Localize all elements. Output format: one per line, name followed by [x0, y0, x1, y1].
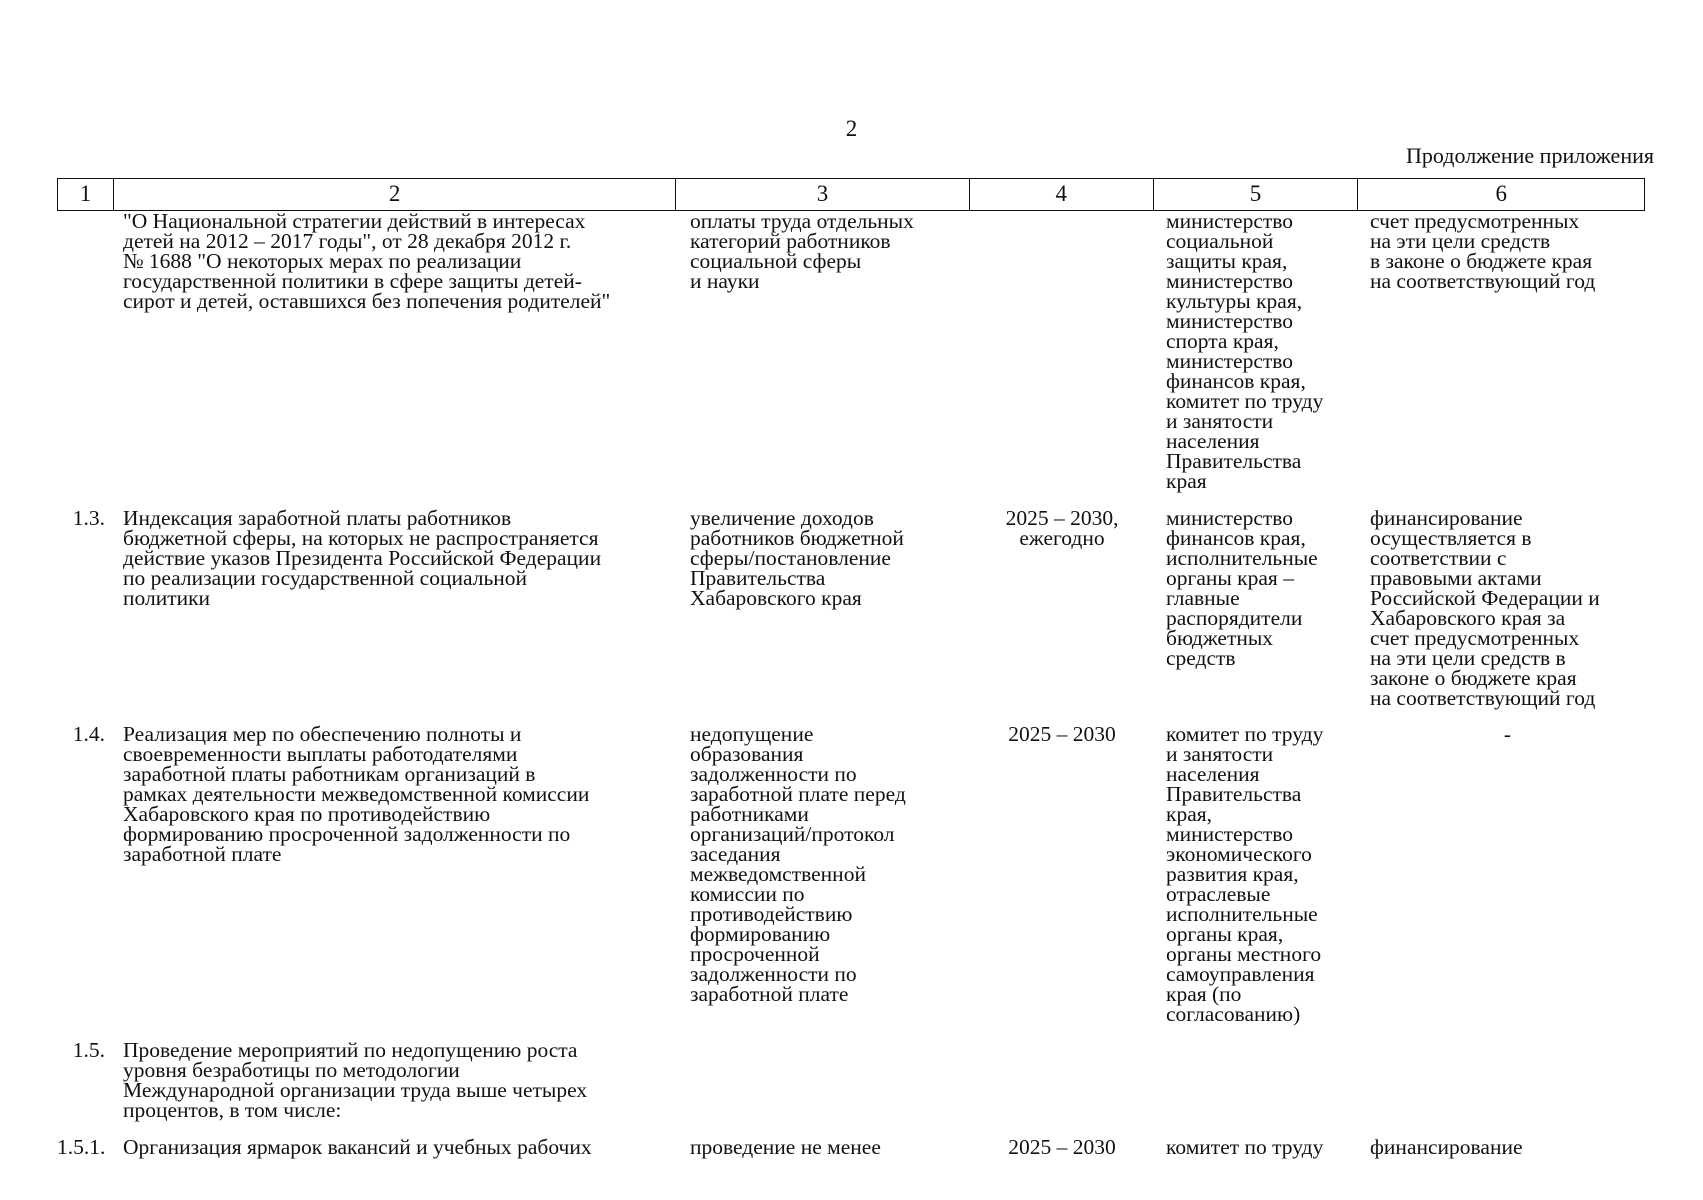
column-number-header [57, 178, 1645, 211]
column-number-5: 5 [1154, 179, 1359, 210]
expected-result: проведение не менее [690, 1137, 881, 1159]
implementation-period: 2025 – 2030, ежегодно [1005, 508, 1119, 550]
row-number: 1.5. [72, 1040, 105, 1062]
financing-source: финансирование осуществляется в соответствии с правовыми актами Российской Федерации и Хабаровского края за счет предусмотренных на эти цели средств в законе о бюджете края на соответствующий год [1370, 508, 1600, 710]
expected-result [676, 1040, 970, 1137]
responsible-executors [1154, 1040, 1359, 1137]
implementation-period: 2025 – 2030 [1008, 1137, 1116, 1159]
column-number-6: 6 [1495, 181, 1507, 206]
page-number: 2 [845, 116, 858, 141]
responsible-executors: министерство финансов края, исполнительные органы края – главные распорядители бюджетных средств [1166, 508, 1318, 670]
row-number: 1.3. [72, 508, 105, 530]
table-row [57, 1040, 1645, 1137]
column-number-4: 4 [970, 179, 1154, 210]
measures-table [57, 211, 1645, 1167]
measure-text: Реализация мер по обеспечению полноты и своевременности выплаты работодателями заработной платы работникам организаций в рамках деятельности межведомственной комиссии Хабаровского края по противодействию формированию просроченной задолженности по заработной плате [123, 724, 590, 866]
implementation-period [970, 211, 1154, 508]
expected-result: оплаты труда отдельных категорий работников социальной сферы и науки [690, 211, 914, 293]
continuation-label: Продолжение приложения [1406, 143, 1654, 168]
financing-source [1359, 1040, 1645, 1137]
responsible-executors: комитет по труду [1166, 1137, 1324, 1159]
measure-text: Проведение мероприятий по недопущению роста уровня безработицы по методологии Международной организации труда выше четырех процентов, в том числе: [123, 1040, 588, 1122]
responsible-executors: министерство социальной защиты края, министерство культуры края, министерство спорта края, министерство финансов края, комитет по труду и занятости населения Правительства края [1166, 211, 1324, 493]
table-row [57, 724, 1645, 1040]
expected-result: недопущение образования задолженности по заработной плате перед работниками организаций/протокол заседания межведомственной комиссии по противодействию формированию просроченной задолженности по заработной плате [690, 724, 906, 1006]
financing-source: счет предусмотренных на эти цели средств в законе о бюджете края на соответствующий год [1370, 211, 1596, 293]
financing-source: - [1503, 724, 1512, 746]
implementation-period: 2025 – 2030 [1008, 724, 1116, 746]
row-number [57, 211, 113, 508]
financing-source: финансирование [1370, 1137, 1523, 1159]
column-number-3: 3 [676, 179, 970, 210]
measure-text: Индексация заработной платы работников бюджетной сферы, на которых не распространяется действие указов Президента Российской Федерации по реализации государственной социальной политики [123, 508, 602, 610]
table-row [57, 508, 1645, 724]
column-number-1: 1 [58, 179, 114, 210]
column-number-2: 2 [114, 179, 676, 210]
table-row [57, 211, 1645, 508]
table-row [57, 1137, 1645, 1167]
row-number: 1.4. [72, 724, 105, 746]
expected-result: увеличение доходов работников бюджетной сферы/постановление Правительства Хабаровского края [690, 508, 904, 610]
row-number: 1.5.1. [57, 1137, 106, 1159]
measure-text: "О Национальной стратегии действий в интересах детей на 2012 – 2017 годы", от 28 декабря 2012 г. № 1688 "О некоторых мерах по реализации государственной политики в сфере защиты детей- сирот и детей, оставшихся без попечения родителей" [123, 211, 611, 313]
implementation-period [970, 1040, 1154, 1137]
measure-text: Организация ярмарок вакансий и учебных рабочих [123, 1137, 592, 1159]
responsible-executors: комитет по труду и занятости населения Правительства края, министерство экономического развития края, отраслевые исполнительные органы края, органы местного самоуправления края (по согласованию) [1166, 724, 1324, 1026]
